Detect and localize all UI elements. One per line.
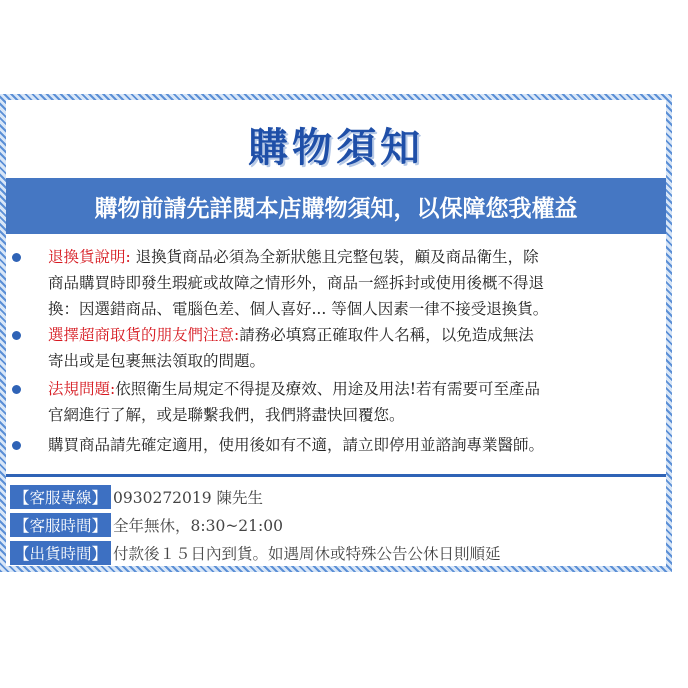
notes-list [6, 240, 666, 477]
note-heading: 退換貨說明: [48, 248, 131, 266]
contact-label: 【客服時間】 [10, 513, 111, 537]
banner [6, 178, 666, 234]
note-line: 請務必填寫正確取件人名稱，以免造成無法 [239, 326, 534, 344]
note-line: 退換貨商品必須為全新狀態且完整包裝，顧及商品衛生，除 [135, 248, 539, 266]
note-heading: 選擇超商取貨的朋友們注意: [48, 326, 240, 344]
note-line: 官網進行了解，或是聯繫我們，我們將盡快回覆您。 [48, 406, 405, 424]
page-title: 購物須知 [248, 124, 424, 171]
note-line: 依照衛生局規定不得提及療效、用途及用法!若有需要可至產品 [115, 380, 540, 398]
bullet-icon [12, 385, 21, 394]
notice-inner [6, 100, 666, 566]
contact-phone [10, 484, 263, 510]
bullet-icon [12, 331, 21, 340]
contact-value: 全年無休，8:30~21:00 [113, 517, 283, 535]
banner-text: 購物前請先詳閱本店購物須知，以保障您我權益 [94, 195, 578, 222]
note-line: 購買商品請先確定適用，使用後如有不適，請立即停用並諮詢專業醫師。 [48, 436, 545, 454]
contact-value: 付款後１５日內到貨。如遇周休或特殊公告公休日則順延 [113, 545, 501, 563]
note-heading: 法規問題: [48, 380, 116, 398]
note-line: 換：因選錯商品、電腦色差、個人喜好... 等個人因素一律不接受退換貨。 [48, 300, 549, 318]
contact-shipping [10, 540, 501, 566]
title-area [6, 100, 666, 172]
note-line: 寄出或是包裹無法領取的問題。 [48, 352, 266, 370]
bullet-icon [12, 441, 21, 450]
contact-label: 【客服專線】 [10, 485, 111, 509]
contact-hours [10, 512, 283, 538]
contact-value: 0930272019 陳先生 [113, 489, 264, 507]
bullet-icon [12, 253, 21, 262]
notice-frame [0, 94, 672, 572]
contact-label: 【出貨時間】 [10, 541, 111, 565]
contact-info [6, 478, 666, 566]
note-line: 商品購買時即發生瑕疵或故障之情形外，商品一經拆封或使用後概不得退 [48, 274, 545, 292]
